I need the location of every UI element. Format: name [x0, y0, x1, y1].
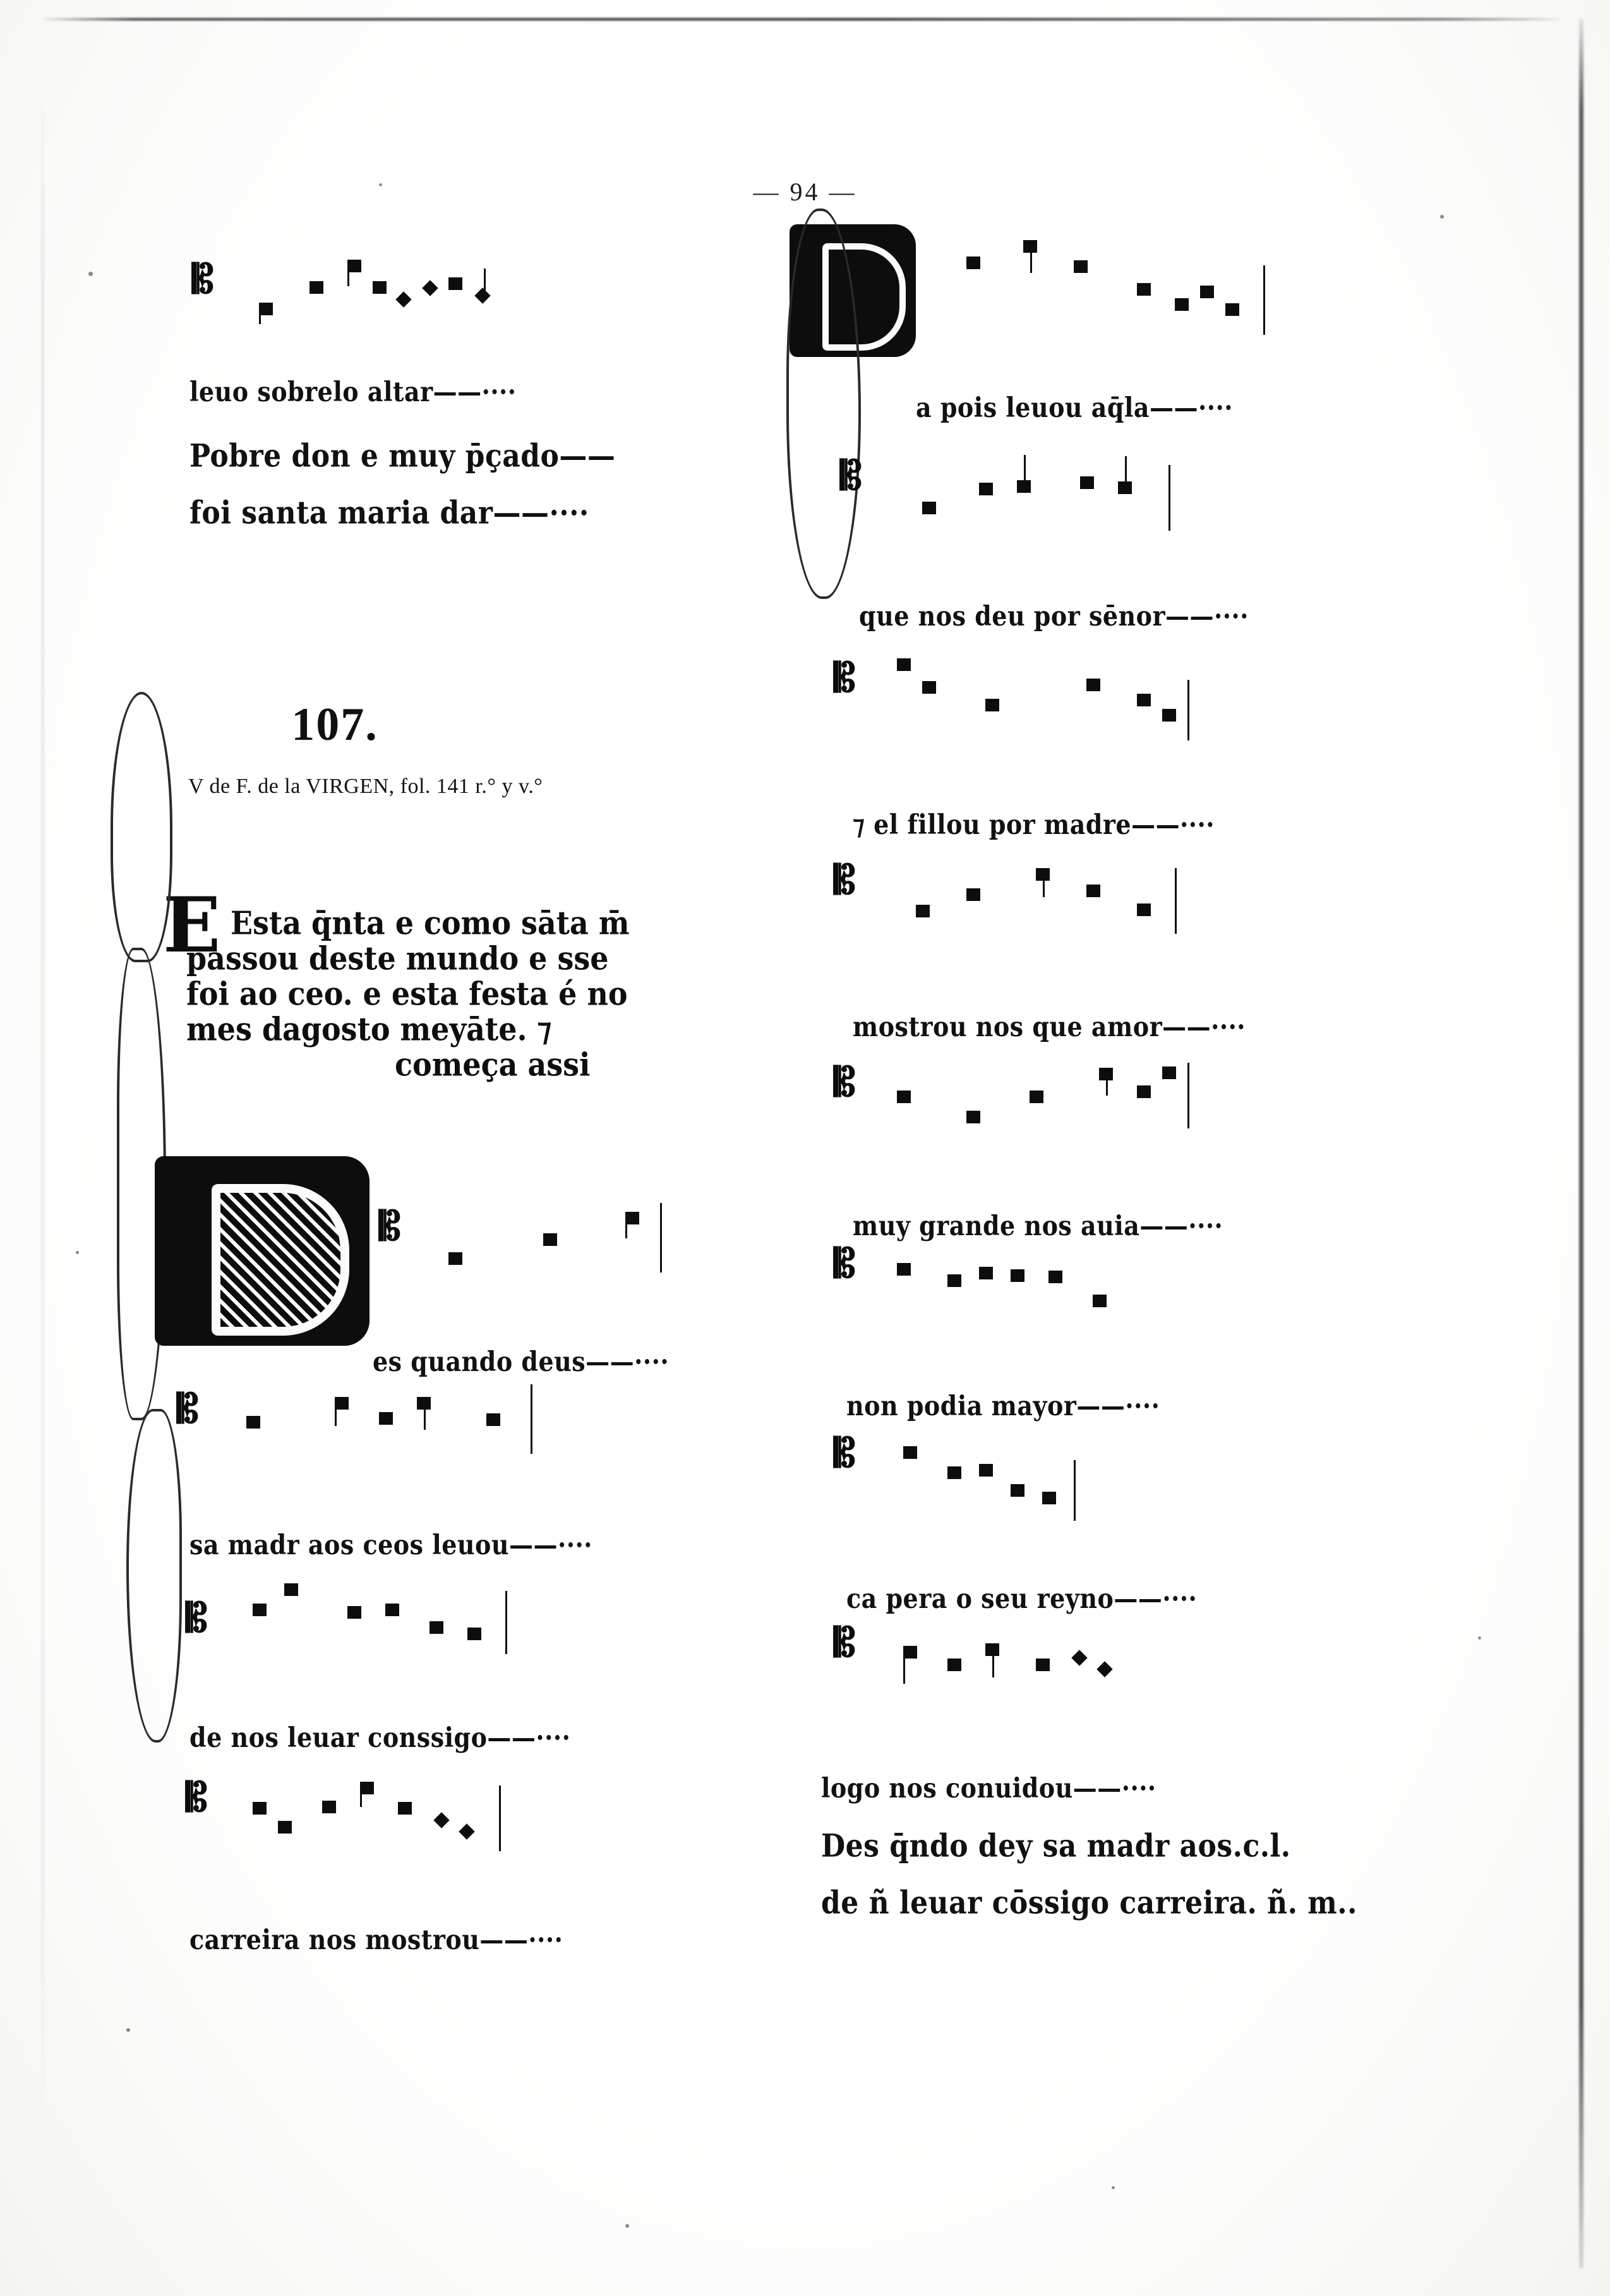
- source-reference: V de F. de la VIRGEN, fol. 141 r.° y v.°: [188, 775, 543, 798]
- rubric-line: passou deste mundo e sse: [186, 940, 609, 977]
- staff-left-2: 𝄡: [189, 1194, 777, 1295]
- staff-left-1: 𝄡: [189, 243, 777, 344]
- lyric-line: leuo sobrelo altar——····: [189, 375, 517, 408]
- paper-speck: [76, 1251, 79, 1254]
- paper-speck: [1112, 2186, 1115, 2189]
- rubric-paragraph: [161, 903, 730, 1084]
- initial-letter-e: E: [163, 881, 221, 970]
- lyric-line: Pobre don e muy p̄çado——: [189, 438, 616, 474]
- closing-line: Des q̄ndo dey sa madr aos.c.l.: [821, 1828, 1291, 1864]
- lyric-line: logo nos conuidou——····: [821, 1772, 1156, 1804]
- rubric-line: começa assi: [395, 1046, 591, 1084]
- rubric-line: foi ao ceo. e esta festa é no: [186, 975, 628, 1013]
- lyric-line: a pois leuou aq̄la——····: [916, 391, 1233, 423]
- lyric-line: non podia mayor——····: [846, 1389, 1160, 1422]
- lyric-line: ca pera o seu reyno——····: [846, 1582, 1198, 1614]
- closing-line: de ñ leuar cōssigo carreira. ñ. m..: [821, 1885, 1357, 1921]
- lyric-line: ⁊ el fillou por madre——····: [853, 808, 1215, 840]
- staff-right-6: 𝄡: [821, 1235, 1503, 1336]
- staff-right-5: 𝄡: [821, 1049, 1503, 1150]
- staff-left-5: 𝄡: [177, 1763, 777, 1864]
- page-edge-top: [44, 18, 1560, 21]
- page-edge-left: [42, 76, 44, 2161]
- lyric-line: foi santa maria dar——····: [189, 495, 589, 531]
- cantiga-number: 107.: [291, 699, 378, 751]
- lyric-line: que nos deu por sēnor——····: [859, 600, 1249, 632]
- staff-right-2: 𝄡: [827, 442, 1503, 543]
- paper-speck: [625, 2224, 629, 2228]
- staff-right-8: 𝄡: [821, 1614, 1503, 1715]
- folio-number: — 94 —: [753, 178, 857, 206]
- staff-right-4: 𝄡: [821, 847, 1503, 948]
- lyric-line: mostrou nos que amor——····: [853, 1010, 1246, 1042]
- rubric-line: Esta q̄nta e como sāta m̄: [231, 904, 630, 942]
- page-edge-right: [1579, 19, 1583, 2268]
- lyric-line: muy grande nos auia——····: [853, 1209, 1223, 1242]
- staff-right-1: [821, 227, 1503, 373]
- staff-left-4: 𝄡: [177, 1567, 777, 1668]
- lyric-line: de nos leuar conssigo——····: [189, 1721, 571, 1753]
- paper-speck: [126, 2028, 130, 2032]
- paper-speck: [1440, 215, 1444, 219]
- rubric-line: mes dagosto meyāte. ⁊: [186, 1010, 552, 1048]
- staff-left-3: 𝄡: [152, 1374, 777, 1475]
- staff-right-7: 𝄡: [821, 1425, 1503, 1526]
- lyric-line: sa madr aos ceos leuou——····: [189, 1528, 592, 1561]
- staff-right-3: 𝄡: [821, 644, 1503, 746]
- paper-speck: [88, 272, 93, 276]
- lyric-line: carreira nos mostrou——····: [189, 1923, 563, 1955]
- lyric-line: es quando deus——····: [373, 1345, 670, 1377]
